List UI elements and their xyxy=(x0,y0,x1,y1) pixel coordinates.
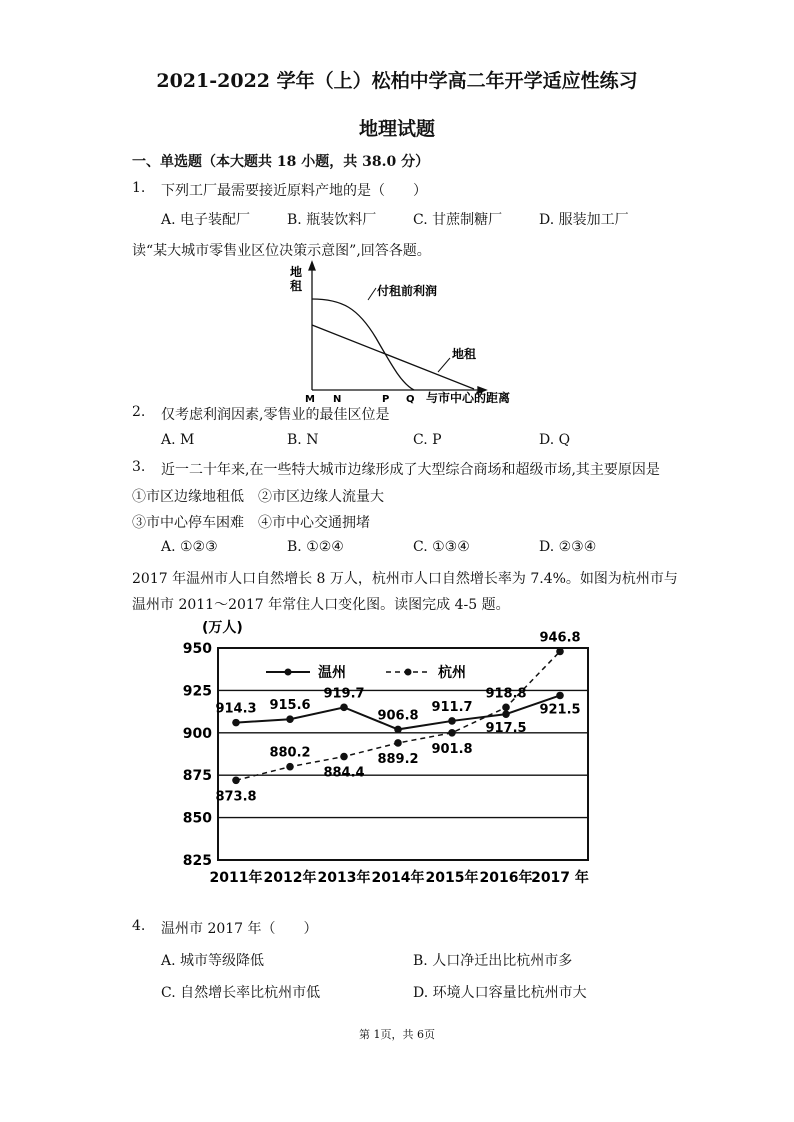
q1-stem: 下列工厂最需要接近原料产地的是（ ） xyxy=(161,183,427,199)
data-label: 884.4 xyxy=(323,765,365,781)
x-tick-label: 2013年 xyxy=(317,870,371,886)
q1-option-c: C. 甘蔗制糖厂 xyxy=(413,212,503,228)
q1-option-a: A. 电子装配厂 xyxy=(161,212,251,228)
x-tick-label: 2014年 xyxy=(371,870,425,886)
q2-stem: 仅考虑利润因素,零售业的最佳区位是 xyxy=(161,407,390,423)
data-point xyxy=(556,648,564,656)
q1-number: 1. xyxy=(132,180,146,196)
rent-curve-label: 地租 xyxy=(452,347,477,361)
data-point xyxy=(448,717,456,725)
section-heading: 一、单选题（本大题共 18 小题，共 38.0 分） xyxy=(132,154,430,170)
chart-unit-label: (万人) xyxy=(202,620,243,636)
page-title: 2021-2022 学年（上）松柏中学高二年开学适应性练习 xyxy=(156,70,638,92)
data-point xyxy=(232,719,240,727)
q4-option-a: A. 城市等级降低 xyxy=(161,953,265,969)
page-subtitle: 地理试题 xyxy=(358,118,435,140)
q2-option-d: D. Q xyxy=(539,432,571,448)
data-label: 915.6 xyxy=(269,698,311,714)
q2-number: 2. xyxy=(132,404,146,420)
x-tick-label: 2016年 xyxy=(479,870,533,886)
x-tick-label: 2015年 xyxy=(425,870,479,886)
population-line-chart xyxy=(180,612,620,892)
profit-curve-label: 付租前利润 xyxy=(377,284,438,298)
y-tick-label: 900 xyxy=(182,725,212,742)
intro-population-1: 2017 年温州市人口自然增长 8 万人，杭州市人口自然增长率为 7.4%。如图为杭州市与 xyxy=(132,571,678,587)
data-label: 901.8 xyxy=(431,741,473,757)
data-label: 906.8 xyxy=(377,708,419,724)
q3-stem: 近一二十年来,在一些特大城市边缘形成了大型综合商场和超级市场,其主要原因是 xyxy=(161,462,660,478)
x-tick-label: 2011年 xyxy=(209,870,263,886)
q3-number: 3. xyxy=(132,459,146,475)
q4-option-b: B. 人口净迁出比杭州市多 xyxy=(413,953,573,969)
q2-option-c: C. P xyxy=(413,432,442,448)
legend-hangzhou-label: 杭州 xyxy=(438,665,466,681)
data-label: 889.2 xyxy=(377,751,419,767)
data-label: 921.5 xyxy=(539,702,581,718)
data-label: 911.7 xyxy=(431,699,473,715)
y-tick-label: 925 xyxy=(182,683,212,700)
data-label: 919.7 xyxy=(323,686,365,702)
point-p: P xyxy=(382,394,390,405)
data-point xyxy=(394,726,402,734)
legend-wenzhou-label: 温州 xyxy=(318,665,346,681)
retail-location-diagram xyxy=(280,258,520,408)
y-axis-arrow xyxy=(309,262,315,270)
q1-option-b: B. 瓶装饮料厂 xyxy=(287,212,377,228)
q3-option-b: B. ①②④ xyxy=(287,539,344,555)
data-point xyxy=(340,704,348,712)
q4-option-d: D. 环境人口容量比杭州市大 xyxy=(413,985,587,1001)
data-point xyxy=(394,739,402,747)
q3-option-a: A. ①②③ xyxy=(161,539,218,555)
legend-wenzhou-marker xyxy=(285,669,292,676)
data-label: 918.8 xyxy=(485,686,527,702)
q4-number: 4. xyxy=(132,918,146,934)
q3-statements-1: ①市区边缘地租低 ②市区边缘人流量大 xyxy=(132,489,384,505)
page-footer: 第 1页，共 6页 xyxy=(359,1028,435,1041)
data-label: 917.5 xyxy=(485,721,527,737)
data-point xyxy=(286,715,294,723)
data-point xyxy=(448,729,456,737)
data-point xyxy=(340,753,348,761)
y-tick-label: 850 xyxy=(182,810,212,827)
rent-leader xyxy=(438,358,450,372)
data-point xyxy=(286,763,294,771)
data-label: 946.8 xyxy=(539,630,581,646)
data-point xyxy=(502,704,510,712)
y-tick-label: 825 xyxy=(182,853,212,869)
x-tick-label: 2017 年 xyxy=(531,870,589,886)
x-axis-label: 与市中心的距离 xyxy=(426,391,511,405)
q3-option-d: D. ②③④ xyxy=(539,539,597,555)
point-q: Q xyxy=(406,394,415,405)
y-tick-label: 875 xyxy=(182,768,212,785)
point-n: N xyxy=(333,394,342,405)
q4-option-c: C. 自然增长率比杭州市低 xyxy=(161,985,321,1001)
data-point xyxy=(502,710,510,718)
q4-stem: 温州市 2017 年（ ） xyxy=(161,921,318,937)
q2-option-a: A. M xyxy=(161,432,195,448)
q3-statements-2: ③市中心停车困难 ④市中心交通拥堵 xyxy=(132,515,370,531)
x-tick-label: 2012年 xyxy=(263,870,317,886)
ylabel-bottom: 租 xyxy=(290,279,303,293)
q2-option-b: B. N xyxy=(287,432,319,448)
intro-retail: 读“某大城市零售业区位决策示意图”,回答各题。 xyxy=(132,243,431,259)
data-label: 914.3 xyxy=(215,701,257,717)
data-label: 873.8 xyxy=(215,789,257,805)
data-label: 880.2 xyxy=(269,745,311,761)
data-point xyxy=(556,692,564,700)
ylabel-top: 地 xyxy=(290,265,303,279)
legend-hangzhou-marker xyxy=(405,669,412,676)
y-tick-label: 950 xyxy=(182,641,212,657)
point-m: M xyxy=(305,394,315,405)
chart-legend xyxy=(266,664,466,681)
rent-line xyxy=(312,325,474,389)
q3-option-c: C. ①③④ xyxy=(413,539,470,555)
intro-population-2: 温州市 2011～2017 年常住人口变化图。读图完成 4-5 题。 xyxy=(132,597,510,613)
data-point xyxy=(232,776,240,784)
q1-option-d: D. 服装加工厂 xyxy=(539,212,629,228)
profit-leader xyxy=(368,288,376,300)
